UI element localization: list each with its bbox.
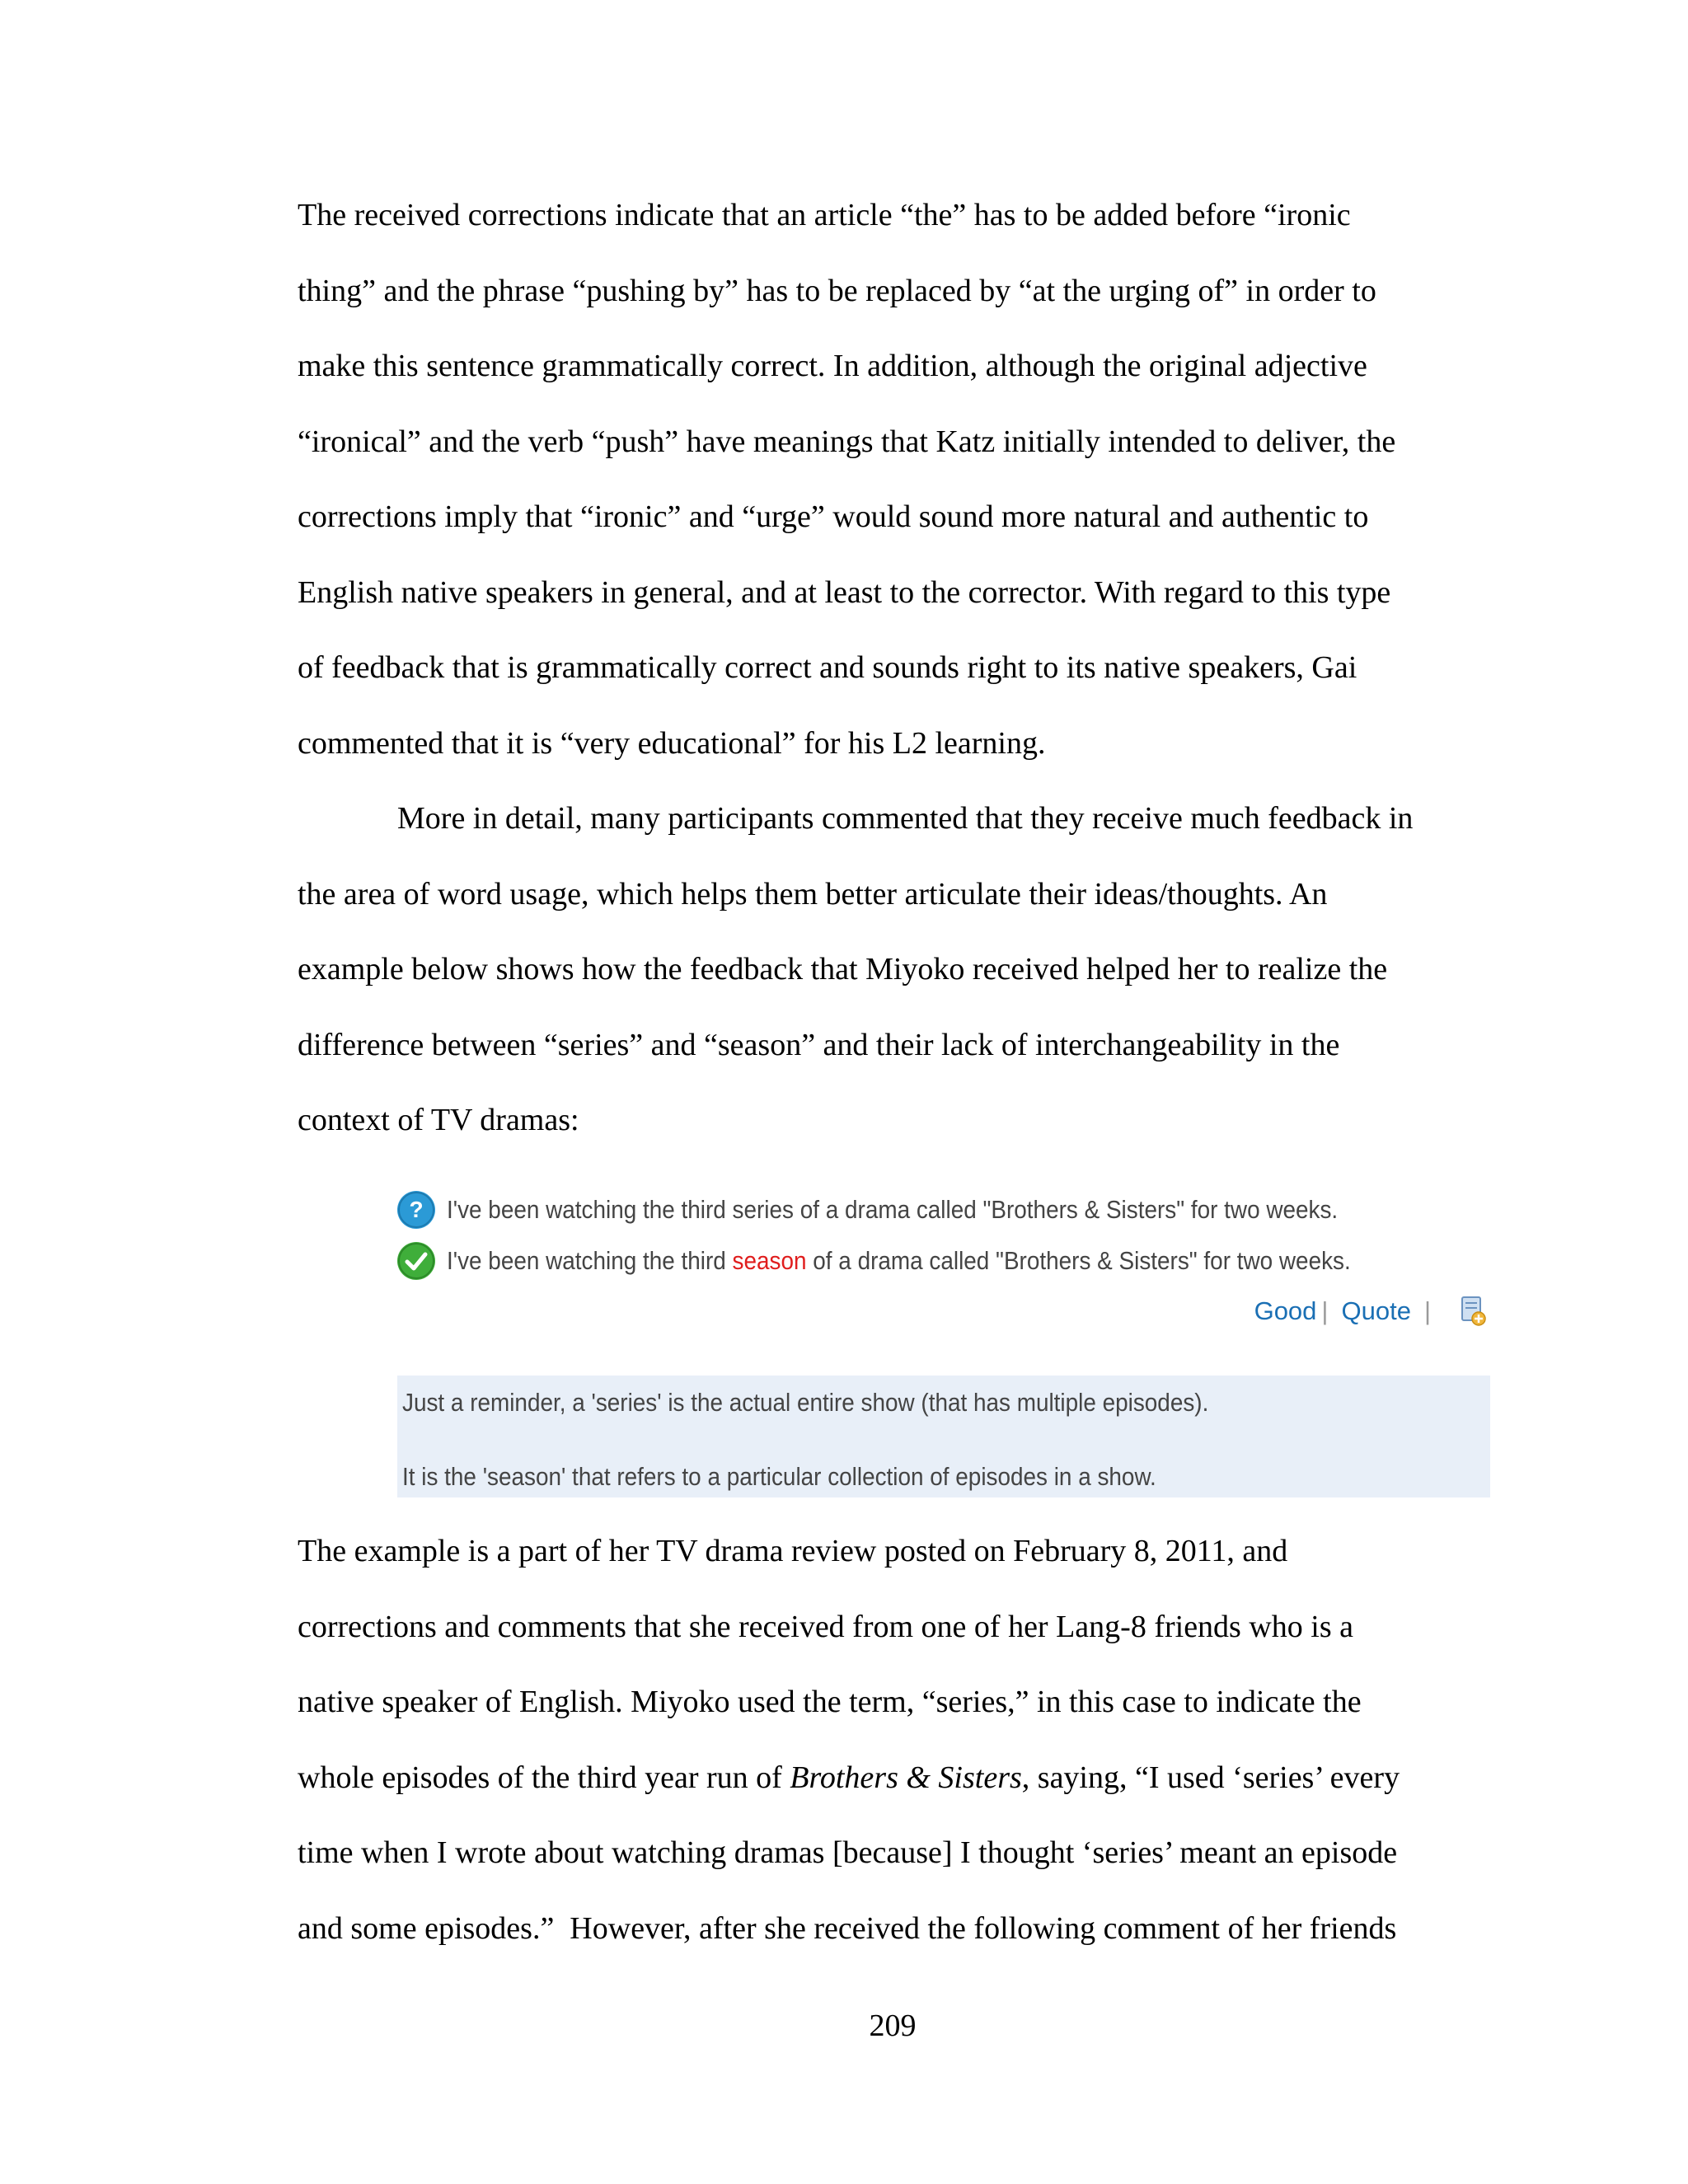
paragraph-line: make this sentence grammatically correct. In addition, although the original adjective (298, 349, 1367, 383)
drama-title: Brothers & Sisters (790, 1760, 1022, 1795)
original-sentence: I've been watching the third series of a drama called "Brothers & Sisters" for two weeks. (447, 1195, 1339, 1224)
page-number: 209 (869, 2008, 917, 2043)
comment-text: It is the 'season' that refers to a particular collection of episodes in a show. (402, 1462, 1156, 1491)
paragraph-line: context of TV dramas: (298, 1103, 579, 1137)
paragraph-line: example below shows how the feedback that Miyoko received helped her to realize the (298, 952, 1388, 987)
corrected-sentence (447, 1246, 1351, 1276)
corrected-sentence-part: of a drama called "Brothers & Sisters" for two weeks. (806, 1246, 1351, 1275)
quote-link[interactable]: Quote (1341, 1296, 1411, 1325)
correction-highlight: season (732, 1246, 807, 1275)
separator: | (1321, 1296, 1329, 1325)
paragraph-line: difference between “series” and “season” and their lack of interchangeability in the (298, 1028, 1340, 1062)
correction-actions (1254, 1292, 1487, 1330)
good-link[interactable]: Good (1254, 1296, 1317, 1325)
comment-box (397, 1376, 1490, 1497)
paragraph-line: time when I wrote about watching dramas [because] I thought ‘series’ meant an episode (298, 1835, 1398, 1870)
paragraph-line: the area of word usage, which helps them better articulate their ideas/thoughts. An (298, 877, 1328, 912)
paragraph-line: native speaker of English. Miyoko used the term, “series,” in this case to indicate the (298, 1685, 1362, 1719)
paragraph-line: The example is a part of her TV drama review posted on February 8, 2011, and (298, 1534, 1288, 1568)
paragraph-line: thing” and the phrase “pushing by” has to be replaced by “at the urging of” in order to (298, 274, 1376, 308)
text-span: , saying, “I used ‘series’ every (1021, 1760, 1400, 1795)
paragraph-line: English native speakers in general, and at least to the corrector. With regard to this type (298, 575, 1391, 610)
paragraph-line (298, 1759, 1400, 1797)
paragraph-line: More in detail, many participants commented that they receive much feedback in (397, 801, 1414, 836)
paragraph-line: commented that it is “very educational” for his L2 learning. (298, 726, 1046, 761)
paragraph-line: The received corrections indicate that an article “the” has to be added before “ironic (298, 198, 1351, 232)
comment-text: Just a reminder, a 'series' is the actual entire show (that has multiple episodes). (402, 1388, 1209, 1417)
corrected-sentence-part: I've been watching the third (447, 1246, 733, 1275)
svg-text:?: ? (409, 1197, 424, 1222)
question-icon (397, 1191, 435, 1229)
paragraph-line: and some episodes.” However, after she received the following comment of her friends (298, 1911, 1397, 1946)
paragraph-line: corrections imply that “ironic” and “urge” would sound more natural and authentic to (298, 499, 1369, 534)
original-sentence-row (397, 1188, 1437, 1231)
correction-figure (397, 1183, 1490, 1498)
text-span: whole episodes of the third year run of (298, 1760, 790, 1795)
corrected-sentence-row (397, 1240, 1451, 1282)
paragraph-line: corrections and comments that she received from one of her Lang-8 friends who is a (298, 1610, 1353, 1644)
check-icon (397, 1242, 435, 1280)
paragraph-line: of feedback that is grammatically correct and sounds right to its native speakers, Gai (298, 650, 1357, 685)
bookmark-add-icon[interactable] (1459, 1296, 1487, 1327)
separator: | (1423, 1296, 1431, 1325)
paragraph-line: “ironical” and the verb “push” have meanings that Katz initially intended to deliver, the (298, 424, 1396, 459)
